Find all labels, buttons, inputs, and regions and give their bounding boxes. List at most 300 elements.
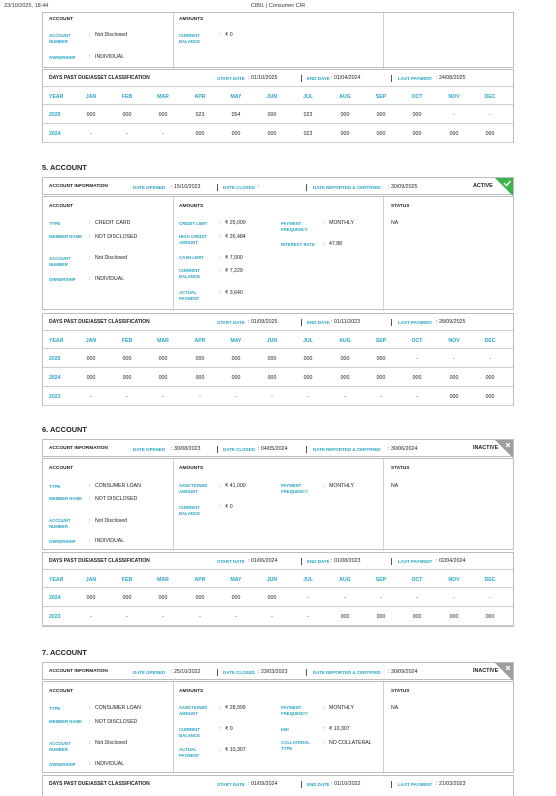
amounts-heading: AMOUNTS	[179, 204, 204, 209]
row-divider	[43, 405, 513, 406]
month-header: APR	[194, 94, 206, 100]
account-heading: ACCOUNT	[49, 17, 73, 22]
year-label: 2025	[49, 112, 61, 118]
year-label: 2024	[49, 375, 61, 381]
dpd-cell: -	[126, 131, 128, 137]
last-payment-label: LAST PAYMENT	[398, 320, 433, 325]
page-title: CIBIL | Consumer CIR	[250, 3, 306, 9]
month-header: JUL	[303, 338, 313, 344]
separator	[217, 446, 218, 453]
start-date-label: START DATE	[217, 782, 245, 787]
separator	[301, 75, 302, 82]
interest-rate-label: INTEREST RATE	[281, 242, 315, 247]
dpd-cell: 000	[122, 112, 132, 118]
type-value: CREDIT CARD	[95, 220, 131, 226]
month-header: MAY	[230, 577, 242, 583]
dpd-cell: 000	[376, 356, 386, 362]
dpd-cell: 000	[86, 595, 96, 601]
current-balance-label: CURRENT BALANCE	[179, 505, 201, 516]
month-header: JAN	[85, 577, 97, 583]
date-closed-label: DATE CLOSED	[223, 447, 255, 452]
dpd-cell: 000	[485, 614, 495, 620]
dpd-cell: 000	[231, 375, 241, 381]
date-opened-value: : 25/10/2022	[171, 669, 201, 675]
dpd-cell: -	[162, 131, 164, 137]
dpd-cell: -	[199, 614, 201, 620]
dpd-cell: 000	[122, 375, 132, 381]
month-header: JUN	[266, 577, 278, 583]
close-icon	[495, 663, 513, 681]
account-number-label: ACCOUNT NUMBER	[49, 33, 71, 44]
month-header: SEP	[375, 94, 387, 100]
status-value: NA	[391, 483, 399, 489]
dpd-cell: -	[380, 595, 382, 601]
month-header: AUG	[339, 338, 351, 344]
dpd-cell: 000	[303, 356, 313, 362]
dpd-cell: 000	[195, 375, 205, 381]
row-divider	[43, 625, 513, 626]
account-5-details-box: ACCOUNT AMOUNTS STATUS TYPE : CREDIT CARD MEMBER NAME : NOT DISCLOSED ACCOUNT NUMBER : Not Disclosed OWNERSHIP : INDIVIDUAL CREDIT LIMIT : ₹ 25,000 HIGH CREDIT AMOUNT : ₹ 26,484 CASH LIMIT : ₹ 7,000 CURRENT BALANCE : ₹ 7,229 ACTUAL PAYMENT : ₹ 3,640 PAYMENT FREQUENCY : MONTHLY INTEREST RATE : 47.88 NA	[42, 196, 514, 310]
dpd-cell: 000	[267, 375, 277, 381]
dpd-title: DAYS PAST DUE/ASSET CLASSIFICATION	[49, 781, 150, 787]
start-date-label: START DATE	[217, 76, 245, 81]
close-icon	[495, 440, 513, 458]
row-divider	[43, 386, 513, 387]
account-6-details-box: ACCOUNT AMOUNTS STATUS TYPE : CONSUMER LOAN MEMBER NAME : NOT DISCLOSED ACCOUNT NUMBER : Not Disclosed OWNERSHIP : INDIVIDUAL SANCTIONED AMOUNT : ₹ 41,000 CURRENT BALANCE : ₹ 0 PAYMENT FREQUENCY : MONTHLY NA	[42, 458, 514, 550]
start-date-label: START DATE	[217, 320, 245, 325]
type-label: TYPE	[49, 484, 61, 489]
dpd-title: DAYS PAST DUE/ASSET CLASSIFICATION	[49, 558, 150, 564]
dpd-cell: 054	[231, 112, 241, 118]
dpd-cell: -	[307, 394, 309, 400]
dpd-cell: -	[416, 595, 418, 601]
dpd-cell: 023	[195, 112, 205, 118]
ownership-value: INDIVIDUAL	[95, 276, 125, 282]
date-opened-label: DATE OPENED	[133, 447, 166, 452]
last-payment-label: LAST PAYMENT	[398, 782, 433, 787]
month-header: DEC	[484, 577, 496, 583]
last-payment-value: : 21/03/2023	[436, 781, 466, 787]
month-header: FEB	[121, 94, 133, 100]
dpd-cell: 000	[340, 112, 350, 118]
dpd-cell: -	[307, 614, 309, 620]
current-balance-value: ₹ 0	[225, 726, 233, 732]
current-balance-label: CURRENT BALANCE	[179, 33, 201, 44]
ownership-value: INDIVIDUAL	[95, 54, 125, 60]
dpd-cell: 000	[231, 595, 241, 601]
month-header: NOV	[448, 577, 460, 583]
dpd-cell: -	[453, 356, 455, 362]
dpd-cell: 000	[158, 356, 168, 362]
end-date-label: END DATE	[307, 320, 330, 325]
separator	[306, 446, 307, 453]
month-header: AUG	[339, 577, 351, 583]
divider	[43, 86, 513, 87]
amounts-heading: AMOUNTS	[179, 17, 204, 22]
member-name-label: MEMBER NAME	[49, 496, 82, 501]
page-header	[4, 2, 552, 12]
divider	[43, 569, 513, 570]
dpd-cell: -	[90, 131, 92, 137]
status-heading: STATUS	[391, 466, 410, 471]
divider	[43, 330, 513, 331]
check-icon	[495, 178, 513, 196]
month-header: JAN	[85, 94, 97, 100]
separator	[217, 669, 218, 676]
type-label: TYPE	[49, 221, 61, 226]
dpd-cell: -	[235, 394, 237, 400]
account-heading: ACCOUNT	[49, 466, 73, 471]
month-header: MAR	[157, 338, 169, 344]
dpd-cell: 000	[86, 356, 96, 362]
account-status-label: INACTIVE	[473, 445, 499, 451]
separator	[391, 781, 392, 788]
dpd-cell: 000	[158, 595, 168, 601]
end-date-label: END DATE	[307, 559, 330, 564]
account-6-dpd-box	[42, 552, 514, 627]
dpd-cell: 000	[267, 595, 277, 601]
dpd-cell: 000	[449, 375, 459, 381]
divider	[43, 104, 513, 105]
month-header: SEP	[375, 338, 387, 344]
interest-rate-value: 47.88	[329, 241, 342, 247]
account-4-details-box: ACCOUNT AMOUNTS ACCOUNT NUMBER : Not Disclosed OWNERSHIP : INDIVIDUAL CURRENT BALANCE : ₹ 0	[42, 12, 514, 68]
month-header: FEB	[121, 338, 133, 344]
sanctioned-amount-value: ₹ 41,000	[225, 483, 246, 489]
date-reported-value: : 30/06/2024	[388, 446, 418, 452]
high-credit-value: ₹ 26,484	[225, 234, 246, 240]
month-header: AUG	[339, 94, 351, 100]
dpd-cell: 023	[303, 112, 313, 118]
credit-limit-value: ₹ 25,000	[225, 220, 246, 226]
last-payment-value: : 02/04/2024	[436, 558, 466, 564]
dpd-cell: 000	[267, 131, 277, 137]
dpd-cell: 000	[158, 112, 168, 118]
payment-frequency-value: MONTHLY	[329, 220, 354, 226]
account-number-value: Not Disclosed	[95, 740, 128, 746]
date-opened-label: DATE OPENED	[133, 670, 166, 675]
dpd-cell: -	[344, 394, 346, 400]
actual-payment-label: ACTUAL PAYMENT	[179, 290, 200, 301]
separator	[301, 319, 302, 326]
month-header: JUL	[303, 577, 313, 583]
ownership-value: INDIVIDUAL	[95, 538, 125, 544]
print-date: 23/10/2025, 18:44	[4, 3, 49, 9]
account-6-heading: 6. ACCOUNT	[42, 425, 87, 434]
ownership-label: OWNERSHIP	[49, 539, 76, 544]
dpd-cell: -	[416, 394, 418, 400]
end-date-value: : 01/04/2024	[331, 75, 361, 81]
dpd-cell: 000	[195, 356, 205, 362]
end-date-label: END DATE	[307, 782, 330, 787]
dpd-cell: -	[271, 614, 273, 620]
month-header: OCT	[411, 94, 423, 100]
date-reported-value: : 30/09/2025	[388, 184, 418, 190]
last-payment-value: : 28/09/2025	[436, 319, 466, 325]
status-heading: STATUS	[391, 204, 410, 209]
month-header: MAY	[230, 338, 242, 344]
month-header: SEP	[375, 577, 387, 583]
dpd-cell: 000	[412, 131, 422, 137]
year-header: YEAR	[49, 577, 64, 583]
account-number-label: ACCOUNT NUMBER	[49, 256, 71, 267]
separator	[301, 558, 302, 565]
month-header: NOV	[448, 338, 460, 344]
dpd-cell: -	[90, 614, 92, 620]
dpd-cell: -	[162, 394, 164, 400]
amounts-heading: AMOUNTS	[179, 466, 204, 471]
dpd-cell: -	[126, 394, 128, 400]
account-6-info-box	[42, 439, 514, 457]
dpd-cell: -	[344, 595, 346, 601]
dpd-cell: 000	[303, 375, 313, 381]
last-payment-label: LAST PAYMENT	[398, 559, 433, 564]
dpd-cell: 000	[231, 356, 241, 362]
amounts-heading: AMOUNTS	[179, 689, 204, 694]
row-divider	[43, 606, 513, 607]
current-balance-value: ₹ 0	[225, 32, 233, 38]
account-information-label: ACCOUNT INFORMATION	[49, 669, 108, 674]
month-header: MAR	[157, 577, 169, 583]
account-heading: ACCOUNT	[49, 204, 73, 209]
dpd-cell: 000	[122, 356, 132, 362]
status-value: NA	[391, 220, 399, 226]
account-heading: ACCOUNT	[49, 689, 73, 694]
month-header: JUL	[303, 94, 313, 100]
separator	[306, 669, 307, 676]
dpd-cell: 023	[303, 131, 313, 137]
divider	[43, 587, 513, 588]
account-information-label: ACCOUNT INFORMATION	[49, 184, 108, 189]
account-5-heading: 5. ACCOUNT	[42, 163, 87, 172]
month-header: APR	[194, 338, 206, 344]
type-label: TYPE	[49, 706, 61, 711]
account-status-label: ACTIVE	[473, 183, 493, 189]
status-heading: STATUS	[391, 689, 410, 694]
current-balance-label: CURRENT BALANCE	[179, 727, 201, 738]
date-opened-value: : 15/10/2023	[171, 184, 201, 190]
account-number-label: ACCOUNT NUMBER	[49, 518, 71, 529]
month-header: DEC	[484, 338, 496, 344]
date-opened-value: : 30/08/2023	[171, 446, 201, 452]
dpd-cell: -	[235, 614, 237, 620]
dpd-cell: 000	[340, 375, 350, 381]
dpd-cell: 000	[267, 356, 277, 362]
member-name-value: NOT DISCLOSED	[95, 234, 138, 240]
emi-value: ₹ 10,307	[329, 726, 350, 732]
dpd-cell: 000	[412, 614, 422, 620]
ownership-label: OWNERSHIP	[49, 277, 76, 282]
dpd-cell: 000	[449, 394, 459, 400]
status-value: NA	[391, 705, 399, 711]
dpd-cell: -	[90, 394, 92, 400]
dpd-cell: 000	[485, 375, 495, 381]
current-balance-value: ₹ 0	[225, 504, 233, 510]
dpd-cell: 000	[449, 614, 459, 620]
month-header: JUN	[266, 338, 278, 344]
month-header: NOV	[448, 94, 460, 100]
start-date-value: : 01/09/2025	[248, 319, 278, 325]
account-number-value: Not Disclosed	[95, 255, 128, 261]
month-header: MAY	[230, 94, 242, 100]
account-number-value: Not Disclosed	[95, 518, 128, 524]
end-date-label: END DATE	[307, 76, 330, 81]
cash-limit-value: ₹ 7,000	[225, 255, 243, 261]
collateral-type-value: NO COLLATERAL	[329, 740, 372, 746]
payment-frequency-label: PAYMENT FREQUENCY	[281, 483, 308, 494]
month-header: DEC	[484, 94, 496, 100]
dpd-cell: 000	[412, 112, 422, 118]
dpd-title: DAYS PAST DUE/ASSET CLASSIFICATION	[49, 75, 150, 81]
end-date-value: : 01/10/2022	[331, 781, 361, 787]
date-reported-value: : 30/09/2024	[388, 669, 418, 675]
last-payment-label: LAST PAYMENT	[398, 76, 433, 81]
account-number-value: Not Disclosed	[95, 32, 128, 38]
year-label: 2024	[49, 595, 61, 601]
payment-frequency-label: PAYMENT FREQUENCY	[281, 221, 308, 232]
dpd-cell: 000	[376, 131, 386, 137]
type-value: CONSUMER LOAN	[95, 483, 141, 489]
date-closed-value: :	[258, 184, 260, 190]
dpd-cell: 000	[86, 375, 96, 381]
year-label: 2025	[49, 356, 61, 362]
dpd-cell: 000	[449, 131, 459, 137]
ownership-label: OWNERSHIP	[49, 55, 76, 60]
year-label: 2023	[49, 614, 61, 620]
actual-payment-value: ₹ 3,640	[225, 290, 243, 296]
dpd-cell: 000	[195, 131, 205, 137]
separator	[217, 184, 218, 191]
member-name-value: NOT DISCLOSED	[95, 719, 138, 725]
dpd-title: DAYS PAST DUE/ASSET CLASSIFICATION	[49, 319, 150, 325]
account-5-info-box	[42, 177, 514, 195]
year-header: YEAR	[49, 338, 64, 344]
dpd-cell: -	[453, 595, 455, 601]
account-7-dpd-box	[42, 775, 514, 796]
divider	[43, 348, 513, 349]
payment-frequency-value: MONTHLY	[329, 483, 354, 489]
account-number-label: ACCOUNT NUMBER	[49, 741, 71, 752]
month-header: JAN	[85, 338, 97, 344]
separator	[391, 558, 392, 565]
actual-payment-label: ACTUAL PAYMENT	[179, 747, 200, 758]
month-header: FEB	[121, 577, 133, 583]
dpd-cell: 000	[412, 375, 422, 381]
dpd-cell: -	[453, 112, 455, 118]
month-header: APR	[194, 577, 206, 583]
end-date-value: : 01/08/2023	[331, 558, 361, 564]
dpd-cell: 000	[376, 614, 386, 620]
high-credit-label: HIGH CREDIT AMOUNT	[179, 234, 207, 245]
year-label: 2023	[49, 394, 61, 400]
row-divider	[43, 123, 513, 124]
payment-frequency-value: MONTHLY	[329, 705, 354, 711]
separator	[301, 781, 302, 788]
dpd-cell: 000	[158, 375, 168, 381]
year-header: YEAR	[49, 94, 64, 100]
date-reported-label: DATE REPORTED & CERTIFIED	[313, 670, 381, 675]
cash-limit-label: CASH LIMIT	[179, 255, 204, 260]
sanctioned-amount-value: ₹ 28,999	[225, 705, 246, 711]
dpd-cell: 000	[340, 614, 350, 620]
sanctioned-amount-label: SANCTIONED AMOUNT	[179, 483, 208, 494]
account-7-details-box: ACCOUNT AMOUNTS STATUS TYPE : CONSUMER LOAN MEMBER NAME : NOT DISCLOSED ACCOUNT NUMBER : Not Disclosed OWNERSHIP : INDIVIDUAL SANCTIONED AMOUNT : ₹ 28,999 CURRENT BALANCE : ₹ 0 ACTUAL PAYMENT : ₹ 10,307 PAYMENT FREQUENCY : MONTHLY EMI : ₹ 10,307 COLLATERAL TYPE : NO COLLATERAL NA	[42, 681, 514, 773]
date-closed-value: : 04/05/2024	[258, 446, 288, 452]
collateral-type-label: COLLATERAL TYPE	[281, 740, 310, 751]
date-reported-label: DATE REPORTED & CERTIFIED	[313, 185, 381, 190]
dpd-cell: -	[489, 356, 491, 362]
dpd-cell: 000	[231, 131, 241, 137]
date-closed-label: DATE CLOSED	[223, 185, 255, 190]
payment-frequency-label: PAYMENT FREQUENCY	[281, 705, 308, 716]
month-header: MAR	[157, 94, 169, 100]
date-opened-label: DATE OPENED	[133, 185, 166, 190]
dpd-cell: -	[489, 112, 491, 118]
actual-payment-value: ₹ 10,307	[225, 747, 246, 753]
ownership-label: OWNERSHIP	[49, 762, 76, 767]
dpd-cell: 000	[485, 394, 495, 400]
month-header: JUN	[266, 94, 278, 100]
start-date-value: : 01/09/2024	[248, 781, 278, 787]
current-balance-value: ₹ 7,229	[225, 268, 243, 274]
end-date-value: : 01/11/2023	[331, 319, 361, 325]
month-header: OCT	[411, 338, 423, 344]
start-date-label: START DATE	[217, 559, 245, 564]
credit-limit-label: CREDIT LIMIT	[179, 221, 208, 226]
dpd-cell: -	[380, 394, 382, 400]
dpd-cell: 000	[122, 595, 132, 601]
type-value: CONSUMER LOAN	[95, 705, 141, 711]
current-balance-label: CURRENT BALANCE	[179, 268, 201, 279]
emi-label: EMI	[281, 727, 289, 732]
row-divider	[43, 142, 513, 143]
dpd-cell: -	[199, 394, 201, 400]
dpd-cell: -	[162, 614, 164, 620]
separator	[306, 184, 307, 191]
separator	[391, 75, 392, 82]
dpd-cell: -	[307, 595, 309, 601]
dpd-cell: 000	[267, 112, 277, 118]
separator	[391, 319, 392, 326]
account-4-dpd-box	[42, 69, 514, 143]
dpd-cell: 000	[195, 595, 205, 601]
dpd-cell: -	[489, 595, 491, 601]
date-reported-label: DATE REPORTED & CERTIFIED	[313, 447, 381, 452]
dpd-cell: 000	[376, 112, 386, 118]
date-closed-value: : 23/03/2023	[258, 669, 288, 675]
ownership-value: INDIVIDUAL	[95, 761, 125, 767]
last-payment-value: : 24/08/2025	[436, 75, 466, 81]
start-date-value: : 01/10/2025	[248, 75, 278, 81]
year-label: 2024	[49, 131, 61, 137]
account-status-label: INACTIVE	[473, 668, 499, 674]
dpd-cell: 000	[376, 375, 386, 381]
account-7-heading: 7. ACCOUNT	[42, 648, 87, 657]
sanctioned-amount-label: SANCTIONED AMOUNT	[179, 705, 208, 716]
account-7-info-box	[42, 662, 514, 680]
member-name-label: MEMBER NAME	[49, 234, 82, 239]
month-header: OCT	[411, 577, 423, 583]
row-divider	[43, 367, 513, 368]
dpd-cell: 000	[485, 131, 495, 137]
dpd-cell: 000	[340, 131, 350, 137]
account-information-label: ACCOUNT INFORMATION	[49, 446, 108, 451]
account-5-dpd-box	[42, 313, 514, 406]
start-date-value: : 01/06/2024	[248, 558, 278, 564]
date-closed-label: DATE CLOSED	[223, 670, 255, 675]
dpd-cell: -	[416, 356, 418, 362]
dpd-cell: -	[126, 614, 128, 620]
